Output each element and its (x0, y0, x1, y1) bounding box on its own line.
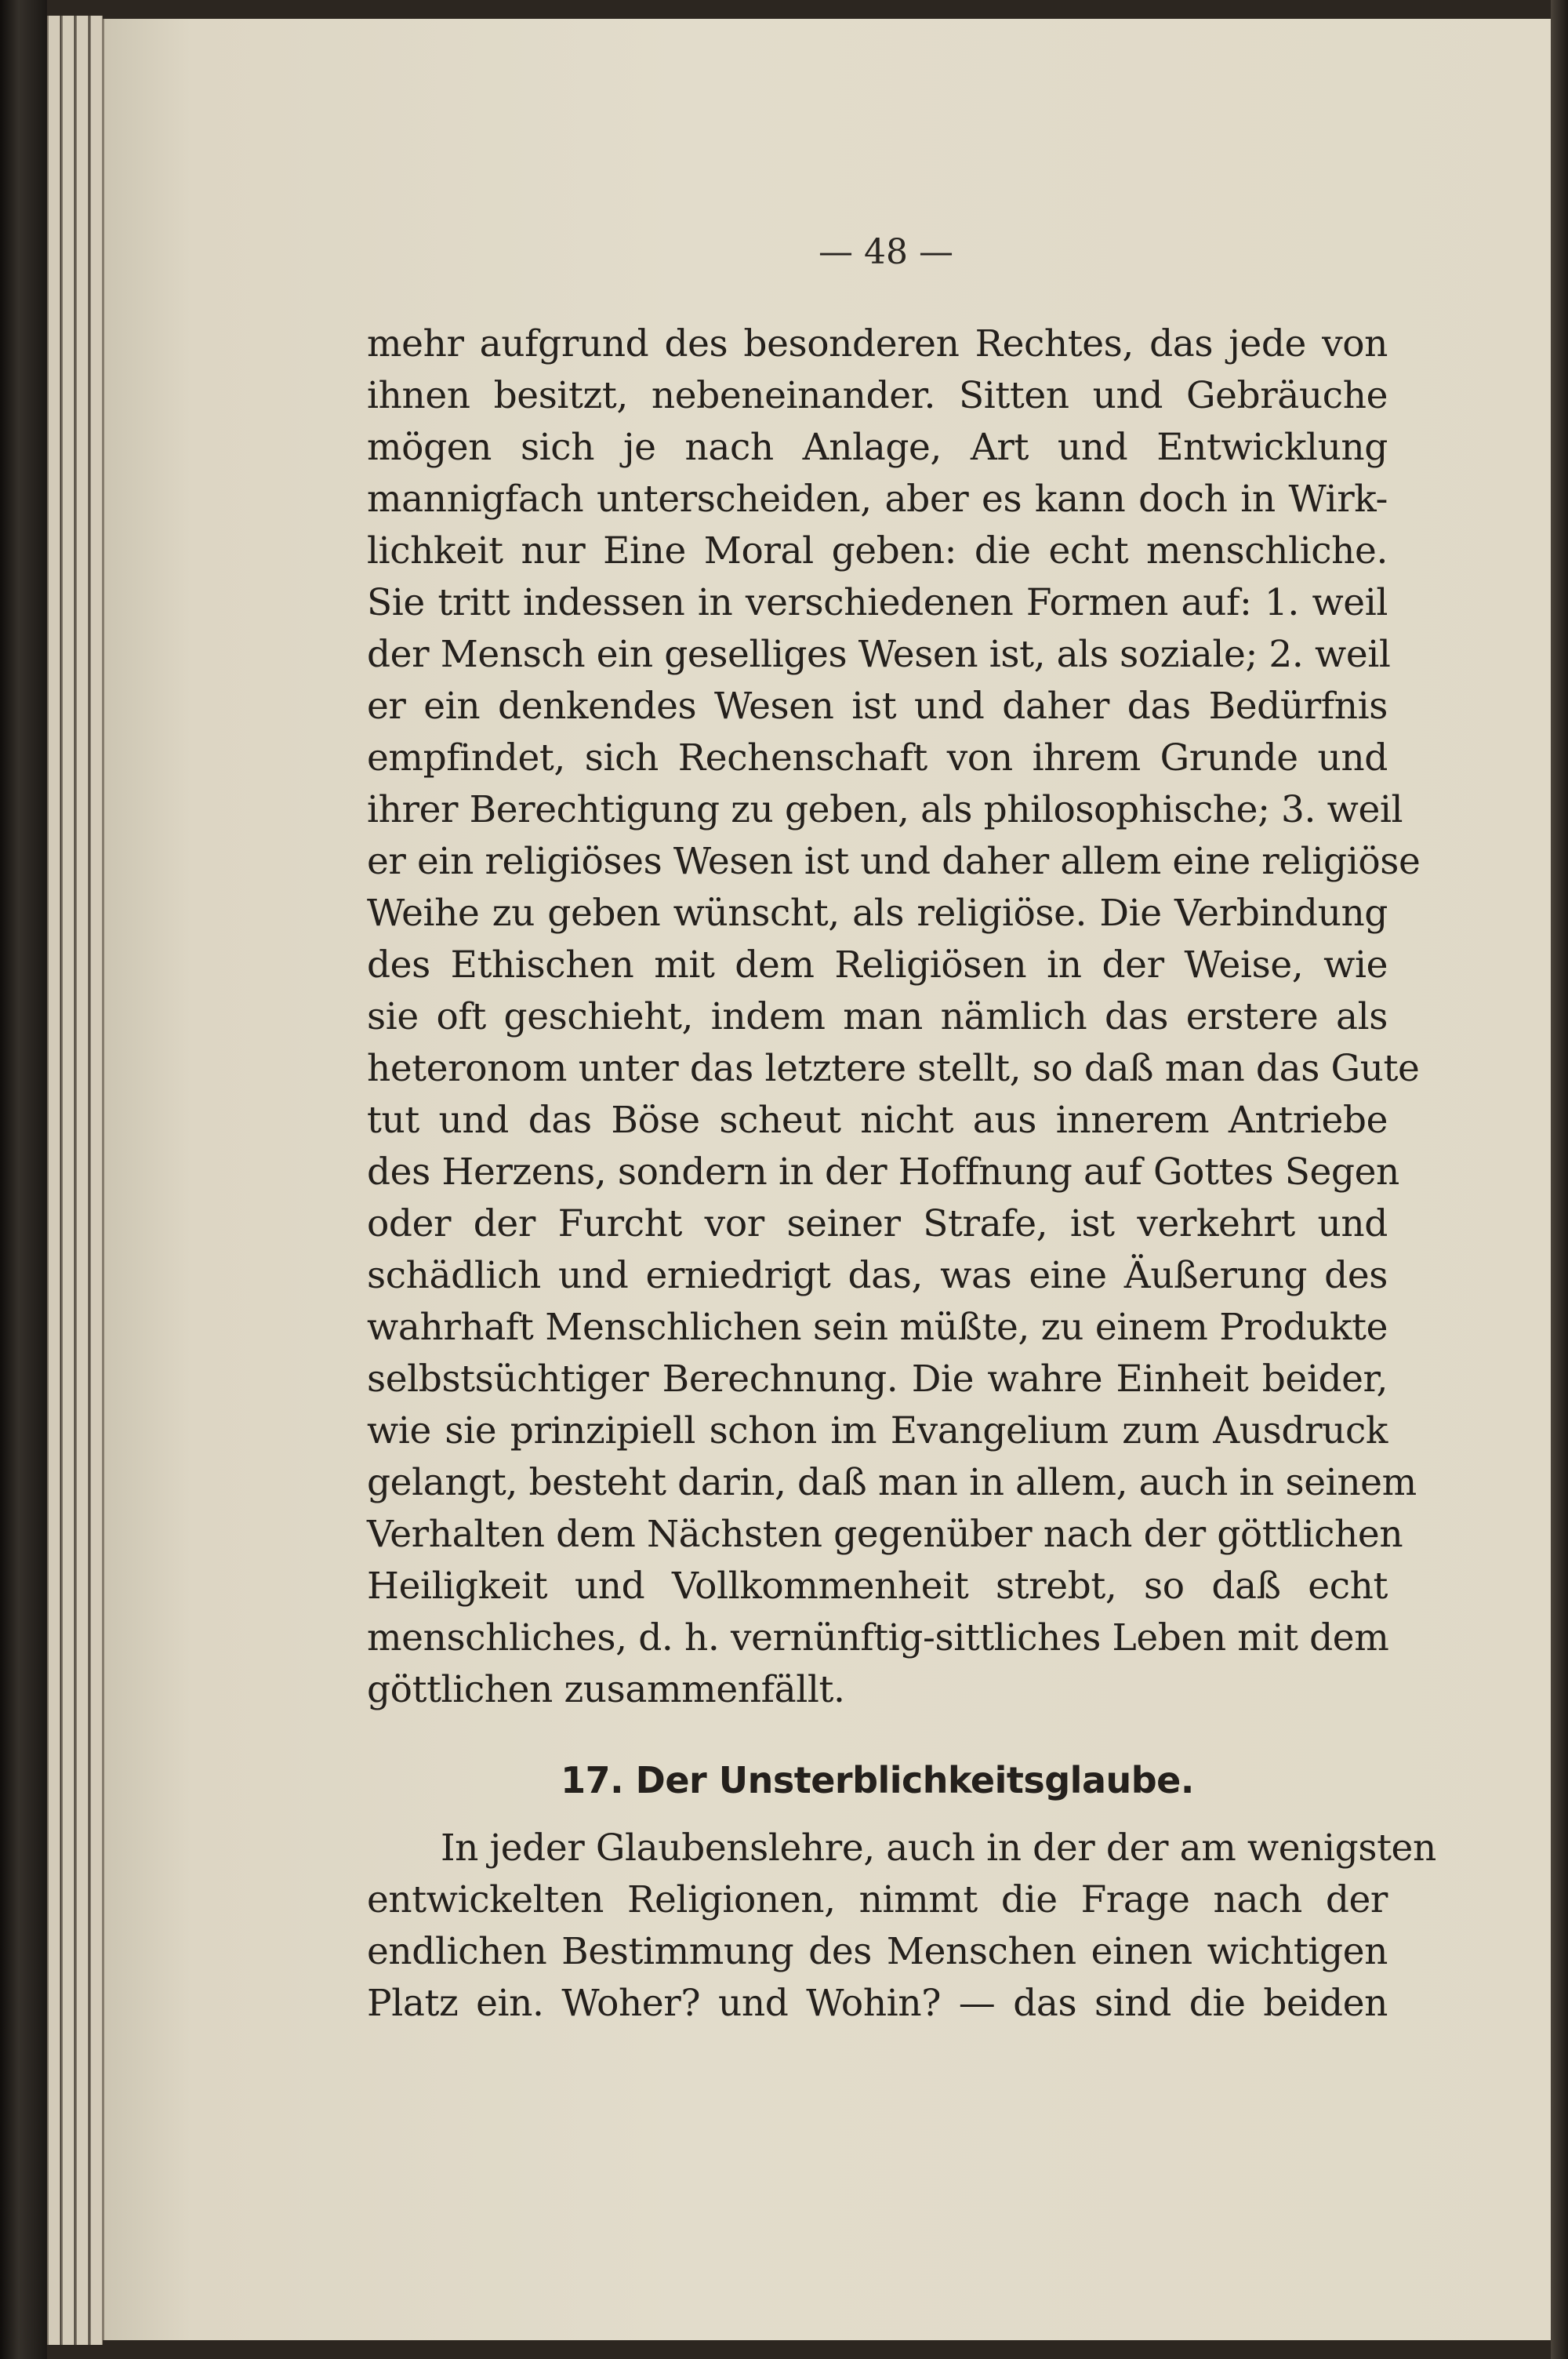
text-line: menschliches, d. h. vernünftig-sittliches Leben mit dem (367, 1616, 1389, 1659)
text-line: Weihe zu geben wünscht, als religiöse. Die Verbindung (367, 892, 1388, 935)
page-edge (89, 16, 103, 2345)
text-line: Verhalten dem Nächsten gegenüber nach der göttlichen (367, 1513, 1403, 1556)
text-line: sie oft geschieht, indem man nämlich das erstere als (367, 995, 1388, 1038)
text-line: wie sie prinzipiell schon im Evangelium zum Ausdruck (367, 1409, 1388, 1452)
text-line: mögen sich je nach Anlage, Art und Entwicklung (367, 426, 1388, 469)
page-edge (47, 16, 60, 2345)
book-spine (0, 0, 47, 2359)
text-line: In jeder Glaubenslehre, auch in der der am wenigsten (441, 1826, 1436, 1870)
text-line: oder der Furcht vor seiner Strafe, ist verkehrt und (367, 1202, 1388, 1245)
text-line: empfindet, sich Rechenschaft von ihrem Grunde und (367, 736, 1388, 780)
paragraph (367, 1823, 1436, 2030)
text-line: Heiligkeit und Vollkommenheit strebt, so daß echt (367, 1565, 1388, 1608)
text-line: des Ethischen mit dem Religiösen in der Weise, wie (367, 943, 1388, 987)
text-line: göttlichen zusammenfällt. (367, 1668, 845, 1711)
text-line: des Herzens, sondern in der Hoffnung auf Gottes Segen (367, 1150, 1399, 1194)
text-line: Platz ein. Woher? und Wohin? — das sind die beiden (367, 1982, 1388, 2025)
section-heading: 17. Der Unsterblichkeitsglaube. (561, 1759, 1194, 1801)
text-line: heteronom unter das letztere stellt, so daß man das Gute (367, 1047, 1420, 1090)
text-line: lichkeit nur Eine Moral geben: die echt menschliche. (367, 529, 1388, 572)
text-line: er ein religiöses Wesen ist und daher allem eine religiöse (367, 840, 1421, 883)
text-line: selbstsüchtiger Berechnung. Die wahre Einheit beider, (367, 1358, 1388, 1401)
text-line: mehr aufgrund des besonderen Rechtes, das jede von (367, 322, 1388, 365)
text-line: wahrhaft Menschlichen sein müßte, zu einem Produkte (367, 1306, 1388, 1349)
text-line: der Mensch ein geselliges Wesen ist, als soziale; 2. weil (367, 633, 1391, 676)
text-line: entwickelten Religionen, nimmt die Frage nach der (367, 1878, 1388, 1921)
page-edge (75, 16, 89, 2345)
page-number: — 48 — (818, 232, 953, 272)
page-edge (61, 16, 74, 2345)
text-line: ihrer Berechtigung zu geben, als philosophische; 3. weil (367, 788, 1403, 831)
text-line: tut und das Böse scheut nicht aus innerem Antriebe (367, 1099, 1388, 1142)
text-line: ihnen besitzt, nebeneinander. Sitten und Gebräuche (367, 374, 1388, 417)
text-line: endlichen Bestimmung des Menschen einen wichtigen (367, 1930, 1388, 1973)
page-right-edge (1551, 0, 1568, 2359)
body-text (367, 318, 1436, 2030)
text-line: mannigfach unterscheiden, aber es kann doch in Wirk- (367, 478, 1388, 521)
text-line: schädlich und erniedrigt das, was eine Äußerung des (367, 1254, 1388, 1297)
paragraph (367, 318, 1421, 1716)
text-line: er ein denkendes Wesen ist und daher das Bedürfnis (367, 685, 1388, 728)
text-line: Sie tritt indessen in verschiedenen Formen auf: 1. weil (367, 581, 1388, 624)
text-line: gelangt, besteht darin, daß man in allem, auch in seinem (367, 1461, 1417, 1504)
